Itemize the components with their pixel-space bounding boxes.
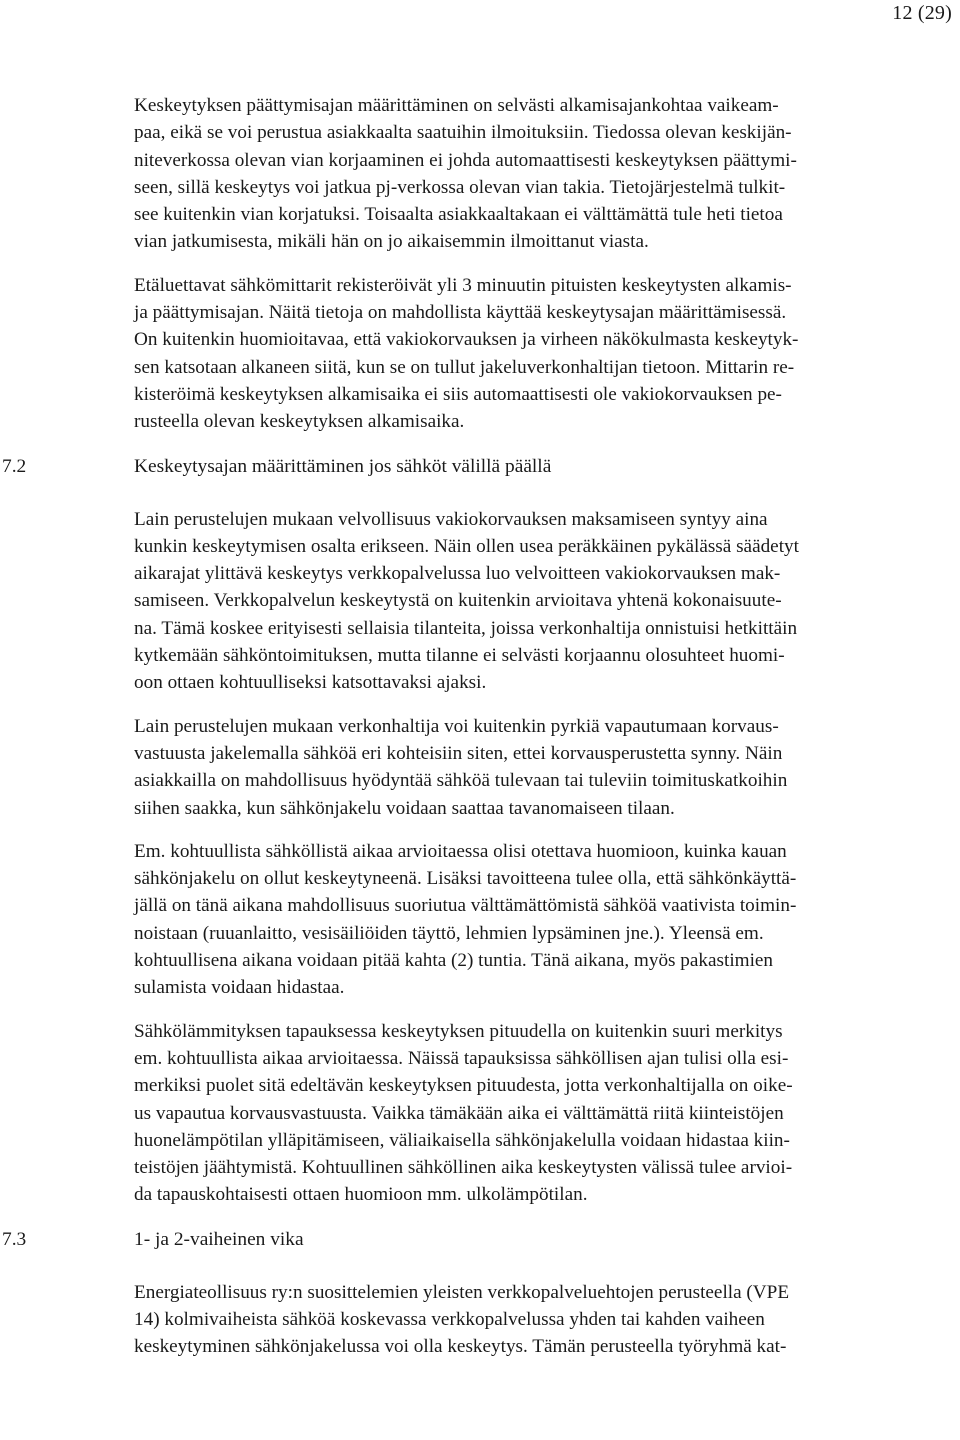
paragraph-line: merkiksi puolet sitä edeltävän keskeytyksen pituudesta, jotta verkonhaltijalla on oike-: [134, 1075, 793, 1097]
paragraph-line: ja päättymisajan. Näitä tietoja on mahdollista käyttää keskeytysajan määrittämisessä.: [134, 302, 787, 324]
body-paragraph: [134, 272, 938, 436]
document-body: [0, 92, 960, 1361]
section-heading: [0, 1226, 960, 1253]
paragraph-line: kunkin keskeytymisen osalta erikseen. Näin ollen usea peräkkäinen pykälässä säädetyt: [134, 535, 799, 557]
paragraph-line: samiseen. Verkkopalvelun keskeytystä on kuitenkin arvioitava yhtenä kokonaisuute-: [134, 590, 782, 612]
section-heading: [0, 453, 960, 480]
section-number: 7.2: [2, 455, 27, 477]
paragraph-line: see kuitenkin vian korjatuksi. Toisaalta asiakkaaltakaan ei välttämättä tule heti tietoa: [134, 204, 783, 226]
paragraph-line: On kuitenkin huomioitavaa, että vakiokorvauksen ja virheen näkökulmasta keskeytyk-: [134, 329, 799, 351]
paragraph-line: Lain perustelujen mukaan velvollisuus vakiokorvauksen maksamiseen syntyy aina: [134, 508, 768, 530]
page-number: 12 (29): [892, 2, 952, 24]
paragraph-line: huonelämpötilan ylläpitämiseen, väliaikaisella sähkönjakelulla voidaan hidastaa kiin-: [134, 1129, 790, 1151]
body-paragraph: [134, 838, 938, 1002]
body-paragraph: [134, 506, 938, 697]
paragraph-line: teistöjen jäähtymistä. Kohtuullinen sähköllinen aika keskeytysten välissä tulee arvioi-: [134, 1157, 793, 1179]
body-paragraph: [134, 713, 938, 822]
paragraph-line: 14) kolmivaiheista sähköä koskevassa verkkopalvelussa yhden tai kahden vaiheen: [134, 1308, 765, 1330]
paragraph-line: jällä on tänä aikana mahdollisuus suoriutua välttämättömistä sähköä vaativista toimin-: [134, 895, 797, 917]
paragraph-line: kisteröimä keskeytyksen alkamisaika ei siis automaattisesti ole vakiokorvauksen pe-: [134, 383, 782, 405]
paragraph-line: sulamista voidaan hidastaa.: [134, 977, 345, 999]
paragraph-line: us vapautua korvausvastuusta. Vaikka tämäkään aika ei välttämättä riitä kiinteistöjen: [134, 1102, 784, 1124]
paragraph-line: da tapauskohtaisesti ottaen huomioon mm. ulkolämpötilan.: [134, 1184, 588, 1206]
paragraph-line: keskeytyminen sähkönjakelussa voi olla keskeytys. Tämän perusteella työryhmä kat-: [134, 1336, 787, 1358]
body-paragraph: [134, 1018, 938, 1209]
paragraph-line: Em. kohtuullista sähköllistä aikaa arvioitaessa olisi otettava huomioon, kuinka kauan: [134, 840, 787, 862]
paragraph-line: asiakkailla on mahdollisuus hyödyntää sähköä tulevaan tai tuleviin toimituskatkoihin: [134, 770, 788, 792]
paragraph-line: Energiateollisuus ry:n suosittelemien yleisten verkkopalveluehtojen perusteella (VPE: [134, 1281, 790, 1303]
body-paragraph: [134, 92, 938, 256]
paragraph-line: vastuusta jakelemalla sähköä eri kohteisiin siten, ettei korvausperustetta synny. Näin: [134, 742, 783, 764]
paragraph-line: kohtuullisena aikana voidaan pitää kahta (2) tuntia. Tänä aikana, myös pakastimien: [134, 950, 774, 972]
section-title: 1- ja 2-vaiheinen vika: [134, 1228, 304, 1250]
body-paragraph: [134, 1279, 938, 1361]
paragraph-line: na. Tämä koskee erityisesti sellaisia tilanteita, joissa verkonhaltija onnistuisi hetkittäin: [134, 617, 798, 639]
paragraph-line: aikarajat ylittävä keskeytys verkkopalvelussa luo velvoitteen vakiokorvauksen mak-: [134, 563, 781, 585]
paragraph-line: niteverkossa olevan vian korjaaminen ei johda automaattisesti keskeytyksen päättymi-: [134, 149, 797, 171]
section-title: Keskeytysajan määrittäminen jos sähköt välillä päällä: [134, 455, 552, 477]
paragraph-line: seen, sillä keskeytys voi jatkua pj-verkossa olevan vian takia. Tietojärjestelmä tulkit-: [134, 176, 786, 198]
paragraph-line: Lain perustelujen mukaan verkonhaltija voi kuitenkin pyrkiä vapautumaan korvaus-: [134, 715, 779, 737]
paragraph-line: Etäluettavat sähkömittarit rekisteröivät yli 3 minuutin pituisten keskeytysten alkamis-: [134, 274, 792, 296]
paragraph-line: rusteella olevan keskeytyksen alkamisaika.: [134, 411, 465, 433]
paragraph-line: paa, eikä se voi perustua asiakkaalta saatuihin ilmoituksiin. Tiedossa olevan keskijän-: [134, 122, 792, 144]
paragraph-line: em. kohtuullista aikaa arvioitaessa. Näissä tapauksissa sähköllisen ajan tulisi olla esi-: [134, 1047, 789, 1069]
paragraph-line: sähkönjakelu on ollut keskeytyneenä. Lisäksi tavoitteena tulee olla, että sähkönkäyttä-: [134, 868, 797, 890]
paragraph-line: kytkemään sähköntoimituksen, mutta tilanne ei selvästi korjaannu olosuhteet huomi-: [134, 645, 785, 667]
paragraph-line: Sähkölämmityksen tapauksessa keskeytyksen pituudella on kuitenkin suuri merkitys: [134, 1020, 783, 1042]
paragraph-line: sen katsotaan alkaneen siitä, kun se on tullut jakeluverkonhaltijan tietoon. Mittarin re-: [134, 356, 795, 378]
section-number: 7.3: [2, 1228, 27, 1250]
paragraph-line: siihen saakka, kun sähkönjakelu voidaan saattaa tavanomaiseen tilaan.: [134, 797, 675, 819]
paragraph-line: vian jatkumisesta, mikäli hän on jo aikaisemmin ilmoittanut viasta.: [134, 231, 649, 253]
paragraph-line: Keskeytyksen päättymisajan määrittäminen on selvästi alkamisajankohtaa vaikeam-: [134, 95, 779, 116]
paragraph-line: noistaan (ruuanlaitto, vesisäiliöiden täyttö, lehmien lypsäminen jne.). Yleensä em.: [134, 922, 764, 944]
paragraph-line: oon ottaen kohtuulliseksi katsottavaksi ajaksi.: [134, 672, 487, 694]
